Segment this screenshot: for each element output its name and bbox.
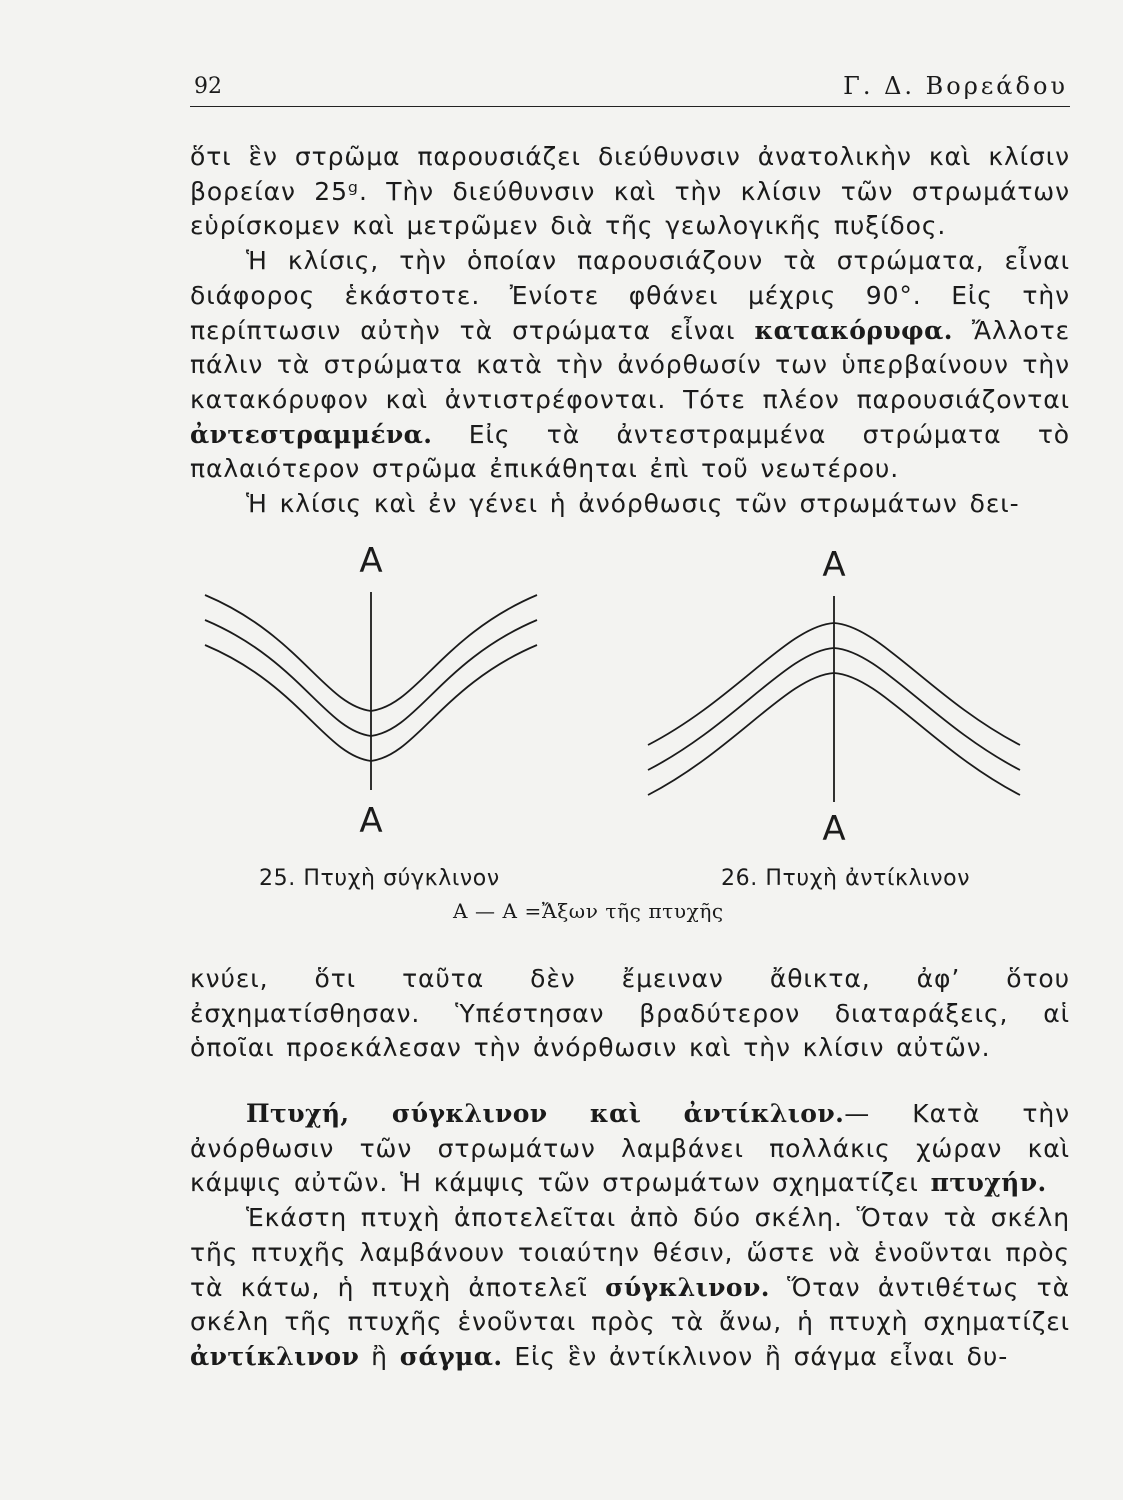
anticline-figure: [648, 545, 1020, 840]
text-block-bottom: [190, 1097, 1070, 1375]
syncline-axis-label-top: A: [359, 541, 383, 581]
text-block-middle: [190, 962, 1070, 1066]
text-run: ἢ: [359, 1341, 400, 1371]
text-run: Ὅταν ἀντιθέτως τὰ σκέλη τῆς πτυχῆς ἑνοῦνται πρὸς τὰ ἄνω, ἡ πτυχὴ σχηματίζει: [190, 1272, 1071, 1337]
paragraph-strike-dip: ὅτι ἓν στρῶμα παρουσιάζει διεύθυνσιν ἀνατολικὴν καὶ κλίσιν βορείαν 25ᵍ. Τὴν διεύθυνσιν καὶ τὴν κλίσιν τῶν στρωμάτων εὑρίσκομεν καὶ μετρῶμεν διὰ τῆς γεωλογικῆς πυξίδος.: [190, 142, 1070, 241]
text-run: Ἑκάστη πτυχὴ ἀποτελεῖται ἀπὸ δύο σκέλη. Ὅταν τὰ σκέλη τῆς πτυχῆς λαμβάνουν τοιαύτην θέσιν, ὥστε νὰ ἑνοῦνται πρὸς τὰ κάτω, ἡ πτυχὴ ἀποτελεῖ: [190, 1203, 1070, 1302]
fold-figures: [160, 540, 1060, 840]
page-header: [190, 72, 1070, 107]
term-vertical: κατακόρυφα.: [754, 315, 953, 345]
syncline-figure: [205, 541, 537, 840]
caption-fold-axis: Α — Α =Ἄξων τῆς πτυχῆς: [453, 899, 724, 923]
page-number: 92: [194, 74, 222, 99]
fold-diagrams: [160, 540, 1060, 840]
term-saddle: σάγμα.: [399, 1341, 503, 1371]
anticline-axis-label-top: A: [822, 545, 846, 585]
anticline-axis-label-bottom: A: [822, 809, 846, 840]
caption-anticline: 26. Πτυχὴ ἀντίκλινον: [721, 866, 971, 891]
running-head-author: Γ. Δ. Βορεάδου: [843, 72, 1068, 100]
paragraph-dip-variation: [190, 244, 1070, 487]
text-run: Εἰς ἓν ἀντίκλινον ἢ σάγμα εἶναι δυ-: [502, 1341, 1009, 1371]
section-heading-folds: Πτυχή, σύγκλινον καὶ ἀντίκλιον.: [246, 1099, 845, 1128]
term-anticline: ἀντίκλινον: [190, 1341, 360, 1371]
paragraph-fold-definition: [190, 1097, 1070, 1201]
term-overturned: ἀντεστραμμένα.: [190, 419, 433, 449]
text-run: Ἄλλοτε πάλιν τὰ στρώματα κατὰ τὴν ἀνόρθωσίν των ὑπερβαίνουν τὴν κατακόρυφον καὶ ἀντιστρέφονται. Τότε πλέον παρουσιάζονται: [190, 315, 1070, 414]
paragraph-limbs: [190, 1201, 1070, 1375]
term-fold: πτυχήν.: [930, 1168, 1047, 1198]
caption-syncline: 25. Πτυχὴ σύγκλινον: [259, 866, 500, 891]
text-run: Ἡ κλίσις, τὴν ὁποίαν παρουσιάζουν τὰ στρώματα, εἶναι διάφορος ἑκάστοτε. Ἐνίοτε φθάνει μέχρις 90°. Εἰς τὴν περίπτωσιν αὐτὴν τὰ στρώματα εἶναι: [190, 246, 1070, 345]
text-block-top: [190, 140, 1070, 522]
text-run: Εἰς τὰ ἀντεστραμμένα στρώματα τὸ παλαιότερον στρῶμα ἐπικάθηται ἐπὶ τοῦ νεωτέρου.: [190, 419, 1070, 484]
paragraph-continues: Ἡ κλίσις καὶ ἐν γένει ἡ ἀνόρθωσις τῶν στρωμάτων δει-: [246, 489, 1020, 519]
text-run: — Κατὰ τὴν ἀνόρθωσιν τῶν στρωμάτων λαμβάνει πολλάκις χώραν καὶ κάμψις αὐτῶν. Ἡ κάμψις τῶν στρωμάτων σχηματίζει: [190, 1099, 1070, 1198]
syncline-axis-label-bottom: A: [359, 801, 383, 840]
term-syncline: σύγκλινον.: [605, 1272, 770, 1302]
paragraph-disturbance: κνύει, ὅτι ταῦτα δὲν ἔμειναν ἄθικτα, ἀφ’ ὅτου ἐσχηματίσθησαν. Ὑπέστησαν βραδύτερον διαταράξεις, αἱ ὁποῖαι προεκάλεσαν τὴν ἀνόρθωσιν καὶ τὴν κλίσιν αὐτῶν.: [190, 964, 1070, 1063]
